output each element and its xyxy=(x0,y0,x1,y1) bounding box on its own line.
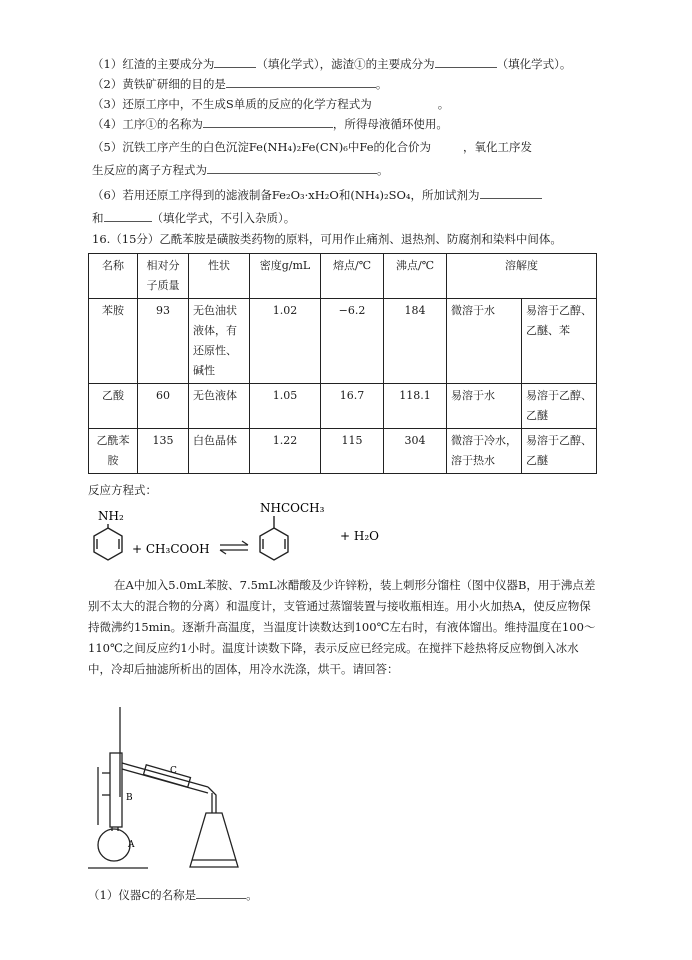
q5-text-c: 生反应的离子方程式为 xyxy=(92,163,207,177)
answer-blank xyxy=(214,56,256,68)
table-cell: 易溶于乙醇、乙醚 xyxy=(522,429,597,474)
table-cell: 1.22 xyxy=(250,429,321,474)
question-line-5 xyxy=(92,139,532,155)
table-cell: 微溶于冷水，溶于热水 xyxy=(447,429,522,474)
q3-text-a: （3）还原工序中，不生成S单质的反应的化学方程式为 xyxy=(92,97,372,111)
table-cell: 115 xyxy=(321,429,384,474)
answer-blank xyxy=(480,187,542,199)
table-cell: 苯胺 xyxy=(89,299,138,384)
product-group-label: NHCOCH₃ xyxy=(260,501,325,515)
properties-table xyxy=(88,253,597,474)
answer-blank xyxy=(226,76,376,88)
table-row xyxy=(89,384,597,429)
procedure-paragraph: 在A中加入5.0mL苯胺、7.5mL冰醋酸及少许锌粉，装上刺形分馏柱（图中仪器B，用于沸点差别不太大的混合物的分离）和温度计，支管通过蒸馏装置与接收瓶相连。用小火加热A，使反应物保持微沸约15min。逐渐升高温度，当温度计读数达到100℃左右时，有液体馏出。维持温度在100～110℃之间反应约1小时。温度计读数下降，表示反应已经完成。在搅拌下趁热将反应物倒入冰水中，冷却后抽滤所析出的固体，用冷水洗涤，烘干。请回答： xyxy=(88,578,596,676)
q2-text-a: （2）黄铁矿研细的目的是 xyxy=(92,77,226,91)
table-header-cell: 熔点/℃ xyxy=(321,254,384,299)
answer-blank xyxy=(372,97,438,108)
table-cell: 16.7 xyxy=(321,384,384,429)
label-a: A xyxy=(128,840,135,850)
table-cell: 60 xyxy=(138,384,189,429)
q1-text-c: （填化学式）。 xyxy=(496,57,572,71)
table-cell: 135 xyxy=(138,429,189,474)
table-header-row xyxy=(89,254,597,299)
q6-text-c: （填化学式，不引入杂质）。 xyxy=(151,211,296,225)
question-line-1 xyxy=(92,56,571,72)
label-b: B xyxy=(126,793,133,803)
table-header-cell: 名称 xyxy=(89,254,138,299)
q16-1-text-b: 。 xyxy=(246,888,258,902)
q16-intro: 16.（15分）乙酰苯胺是磺胺类药物的原料，可用作止痛剂、退热剂、防腐剂和染料中间体。 xyxy=(92,232,562,246)
table-cell: 乙酸 xyxy=(89,384,138,429)
answer-blank xyxy=(196,887,246,899)
conical-flask-icon xyxy=(190,813,238,867)
question-line-4 xyxy=(92,116,448,132)
q1-text-b: （填化学式），滤渣①的主要成分为 xyxy=(256,57,435,71)
table-row xyxy=(89,299,597,384)
product-water: + H₂O xyxy=(340,529,379,543)
q3-text-b: 。 xyxy=(437,97,450,111)
benzene-ring-icon xyxy=(94,524,122,560)
table-cell: −6.2 xyxy=(321,299,384,384)
q5-text-a: （5）沉铁工序产生的白色沉淀Fe(NH₄)₂Fe(CN)₆中Fe的化合价为 xyxy=(92,140,432,154)
condenser-icon xyxy=(122,763,208,787)
table-cell: 易溶于乙醇、乙醚 xyxy=(522,384,597,429)
benzene-ring-icon xyxy=(260,516,288,560)
q2-text-b: 。 xyxy=(375,77,388,91)
q5-text-d: 。 xyxy=(377,163,389,177)
table-cell: 93 xyxy=(138,299,189,384)
table-cell: 1.02 xyxy=(250,299,321,384)
question-line-3 xyxy=(92,96,449,112)
equation-label: 反应方程式： xyxy=(88,483,157,497)
q5-text-b: ，氧化工序发 xyxy=(463,140,533,154)
answer-blank xyxy=(104,210,152,222)
distillation-apparatus-diagram xyxy=(88,705,248,875)
table-cell: 304 xyxy=(384,429,447,474)
q4-text-b: ，所得母液循环使用。 xyxy=(332,117,448,131)
q6-text-b: 和 xyxy=(92,211,104,225)
q16-1-text-a: （1）仪器C的名称是 xyxy=(88,888,197,902)
table-cell: 微溶于水 xyxy=(447,299,522,384)
table-header-cell: 性状 xyxy=(189,254,250,299)
reactant-acetic-acid: + CH₃COOH xyxy=(132,542,210,556)
q1-text-a: （1）红渣的主要成分为 xyxy=(92,57,215,71)
round-bottom-flask-icon xyxy=(98,829,130,861)
table-cell: 易溶于乙醇、乙醚、苯 xyxy=(522,299,597,384)
table-cell: 无色油状液体，有还原性、碱性 xyxy=(189,299,250,384)
answer-blank xyxy=(431,140,463,151)
answer-blank xyxy=(203,116,333,128)
q4-text-a: （4）工序①的名称为 xyxy=(92,117,203,131)
amino-group-label: NH₂ xyxy=(98,509,124,523)
answer-blank xyxy=(207,162,377,174)
table-cell: 118.1 xyxy=(384,384,447,429)
table-cell: 1.05 xyxy=(250,384,321,429)
answer-blank xyxy=(435,56,497,68)
question-line-6 xyxy=(92,187,542,203)
table-cell: 乙酰苯胺 xyxy=(89,429,138,474)
table-cell: 184 xyxy=(384,299,447,384)
question-line-5b xyxy=(92,162,389,178)
table-header-cell: 密度g/mL xyxy=(250,254,321,299)
question-line-6b xyxy=(92,210,295,226)
table-cell: 白色晶体 xyxy=(189,429,250,474)
label-c: C xyxy=(170,766,177,776)
q6-text-a: （6）若用还原工序得到的滤液制备Fe₂O₃·xH₂O和(NH₄)₂SO₄，所加试剂为 xyxy=(92,188,480,202)
table-cell: 无色液体 xyxy=(189,384,250,429)
table-header-cell: 相对分子质量 xyxy=(138,254,189,299)
table-header-cell: 沸点/℃ xyxy=(384,254,447,299)
question-line-2 xyxy=(92,76,387,92)
table-row xyxy=(89,429,597,474)
reversible-arrow-icon xyxy=(220,541,248,554)
table-header-cell: 溶解度 xyxy=(447,254,597,299)
table-cell: 易溶于水 xyxy=(447,384,522,429)
q16-sub1 xyxy=(88,887,258,903)
reaction-equation xyxy=(88,498,428,570)
